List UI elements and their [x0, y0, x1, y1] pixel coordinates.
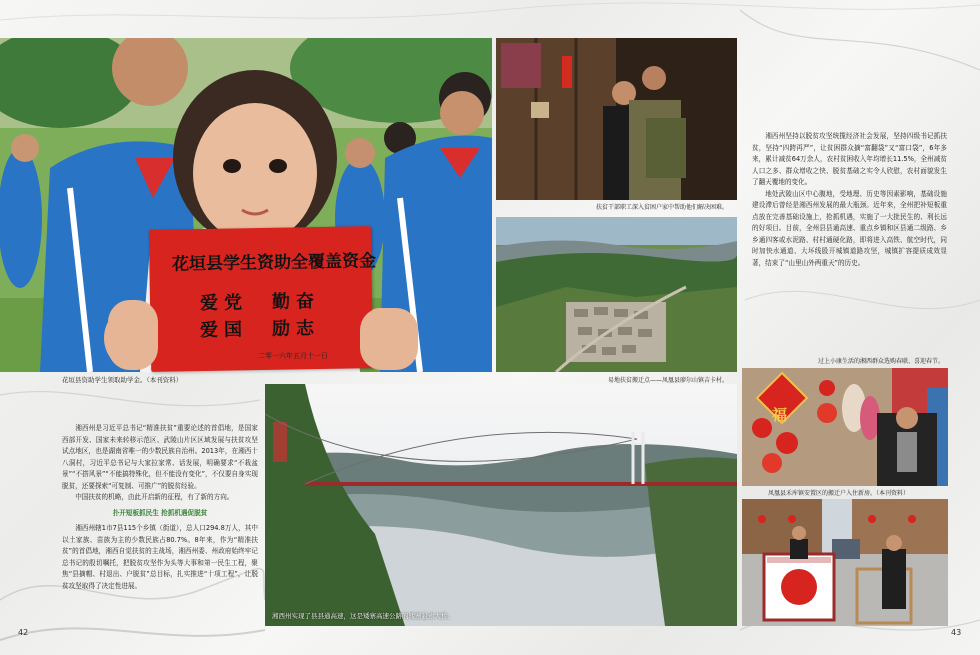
bridge-photo-caption: 湘西州实现了县县通高速，这是矮寨高速公路的矮寨悬索大桥。 — [272, 612, 454, 620]
section-subheading: 扑开短板抓民生 抢抓机遇促脱贫 — [112, 508, 208, 517]
page-number-left: 42 — [18, 628, 29, 637]
relocated-family-photo — [742, 499, 948, 626]
main-photo-caption: 花垣县资助学生领取助学金。（本刊资料） — [62, 376, 183, 384]
page-number-right: 43 — [951, 628, 962, 637]
spring-festival-shopping-photo — [742, 368, 948, 486]
right-hand — [360, 308, 418, 370]
right-paragraph-2: 地处武陵山区中心腹地，受地理、历史等因素影响，基础设施建设滞后曾经是湘西州发展的最大瓶颈。近年来，全州把补短板重点放在完善基础设施上，抢抓机遇，实施了一大批民生的、利长远的好项目。目前，全州县县通高速、重点乡镇和区县通二级路、乡乡通四客或水泥路、村村通硬化路，即将进入高铁、航空时代，同时加快水通道、大坏线股开城镇道路攻坚，城镇扩容提质成效显著，结束了“山里山外两重天”的历史。 — [752, 189, 947, 267]
shop-bottom-caption: 凤凰县禾库镇安置区的搬迁户入住新房。（本刊资料） — [768, 490, 910, 497]
right-paragraph-1: 湘西州坚持以脱贫攻坚统揽经济社会发展，坚持四级书记抓扶贫，坚持“四跨再严”，让贫困群众摘“富翻袋”又“富口袋”，6年多来，累计减贫64万余人，农村贫困收入年均增长11.5%，全州减贫人口之多、群众增收之快、脱贫基础之实令人欣慰，农村面貌发生了翻天覆地的变化。 — [752, 132, 947, 186]
right-column-text — [752, 131, 947, 269]
sign-line-1: 爱党 勤奋 — [199, 290, 321, 315]
shop-top-caption: 过上小康生活的湘西群众选购春联、喜迎春节。 — [818, 358, 945, 365]
aerial-photo-caption: 易地扶贫搬迁点——凤凰县廖尔山镇吉卡村。 — [608, 377, 729, 384]
left-hand — [108, 300, 158, 370]
relocation-village-photo — [496, 217, 737, 372]
left-paragraph-3: 湘西州辖1市7县115个乡镇（街道），总人口294.8万人，其中以土家族、苗族为主的少数民族占80.7%。8年来，作为“精准扶贫”的首倡地，湘西自觉扶贫的主战场，湘西州委、州政府始终牢记总书记的殷切嘱托，把脱贫攻坚作为头等大事和第一民生工程，聚焦“县摘帽、村退出、户脱贫”总目标，扎实推进“十项工程”，让脱贫攻坚取得了决定性进展。 — [62, 524, 258, 590]
left-paragraph-2: 中国扶贫的机略，由此开启新的征程，有了新的方向。 — [75, 493, 234, 501]
left-column-text — [62, 423, 258, 592]
top-photo-caption: 扶贫干部职工深入贫困户家中帮助他们解决困难。 — [596, 204, 729, 211]
poverty-cadres-photo — [496, 38, 737, 200]
sign-title: 花垣县学生资助全覆盖资金 — [171, 251, 377, 275]
left-paragraph-1: 湘西州是习近平总书记“精准扶贫”重要论述的首倡地，是国家西部开发、国家未来转移示范区、武陵山片区区域发展与扶贫攻坚试点地区，也是湖南省唯一的少数民族自治州。2013年，在湘西十八洞村，习近平总书记与大家拉家常、话发展，明确要求“不栽盆景”“不搭风景”“不能搞特殊化，但不能没有变化”，不仅要自身实现脱贫，还要探索“可复制、可推广”的脱贫经验。 — [62, 424, 258, 490]
sign-date: 二零一六年五月十一日 — [258, 352, 328, 360]
aizhai-bridge-photo — [265, 384, 737, 626]
sign-line-2: 爱国 励志 — [199, 317, 321, 342]
fu-character: 福 — [772, 406, 788, 424]
